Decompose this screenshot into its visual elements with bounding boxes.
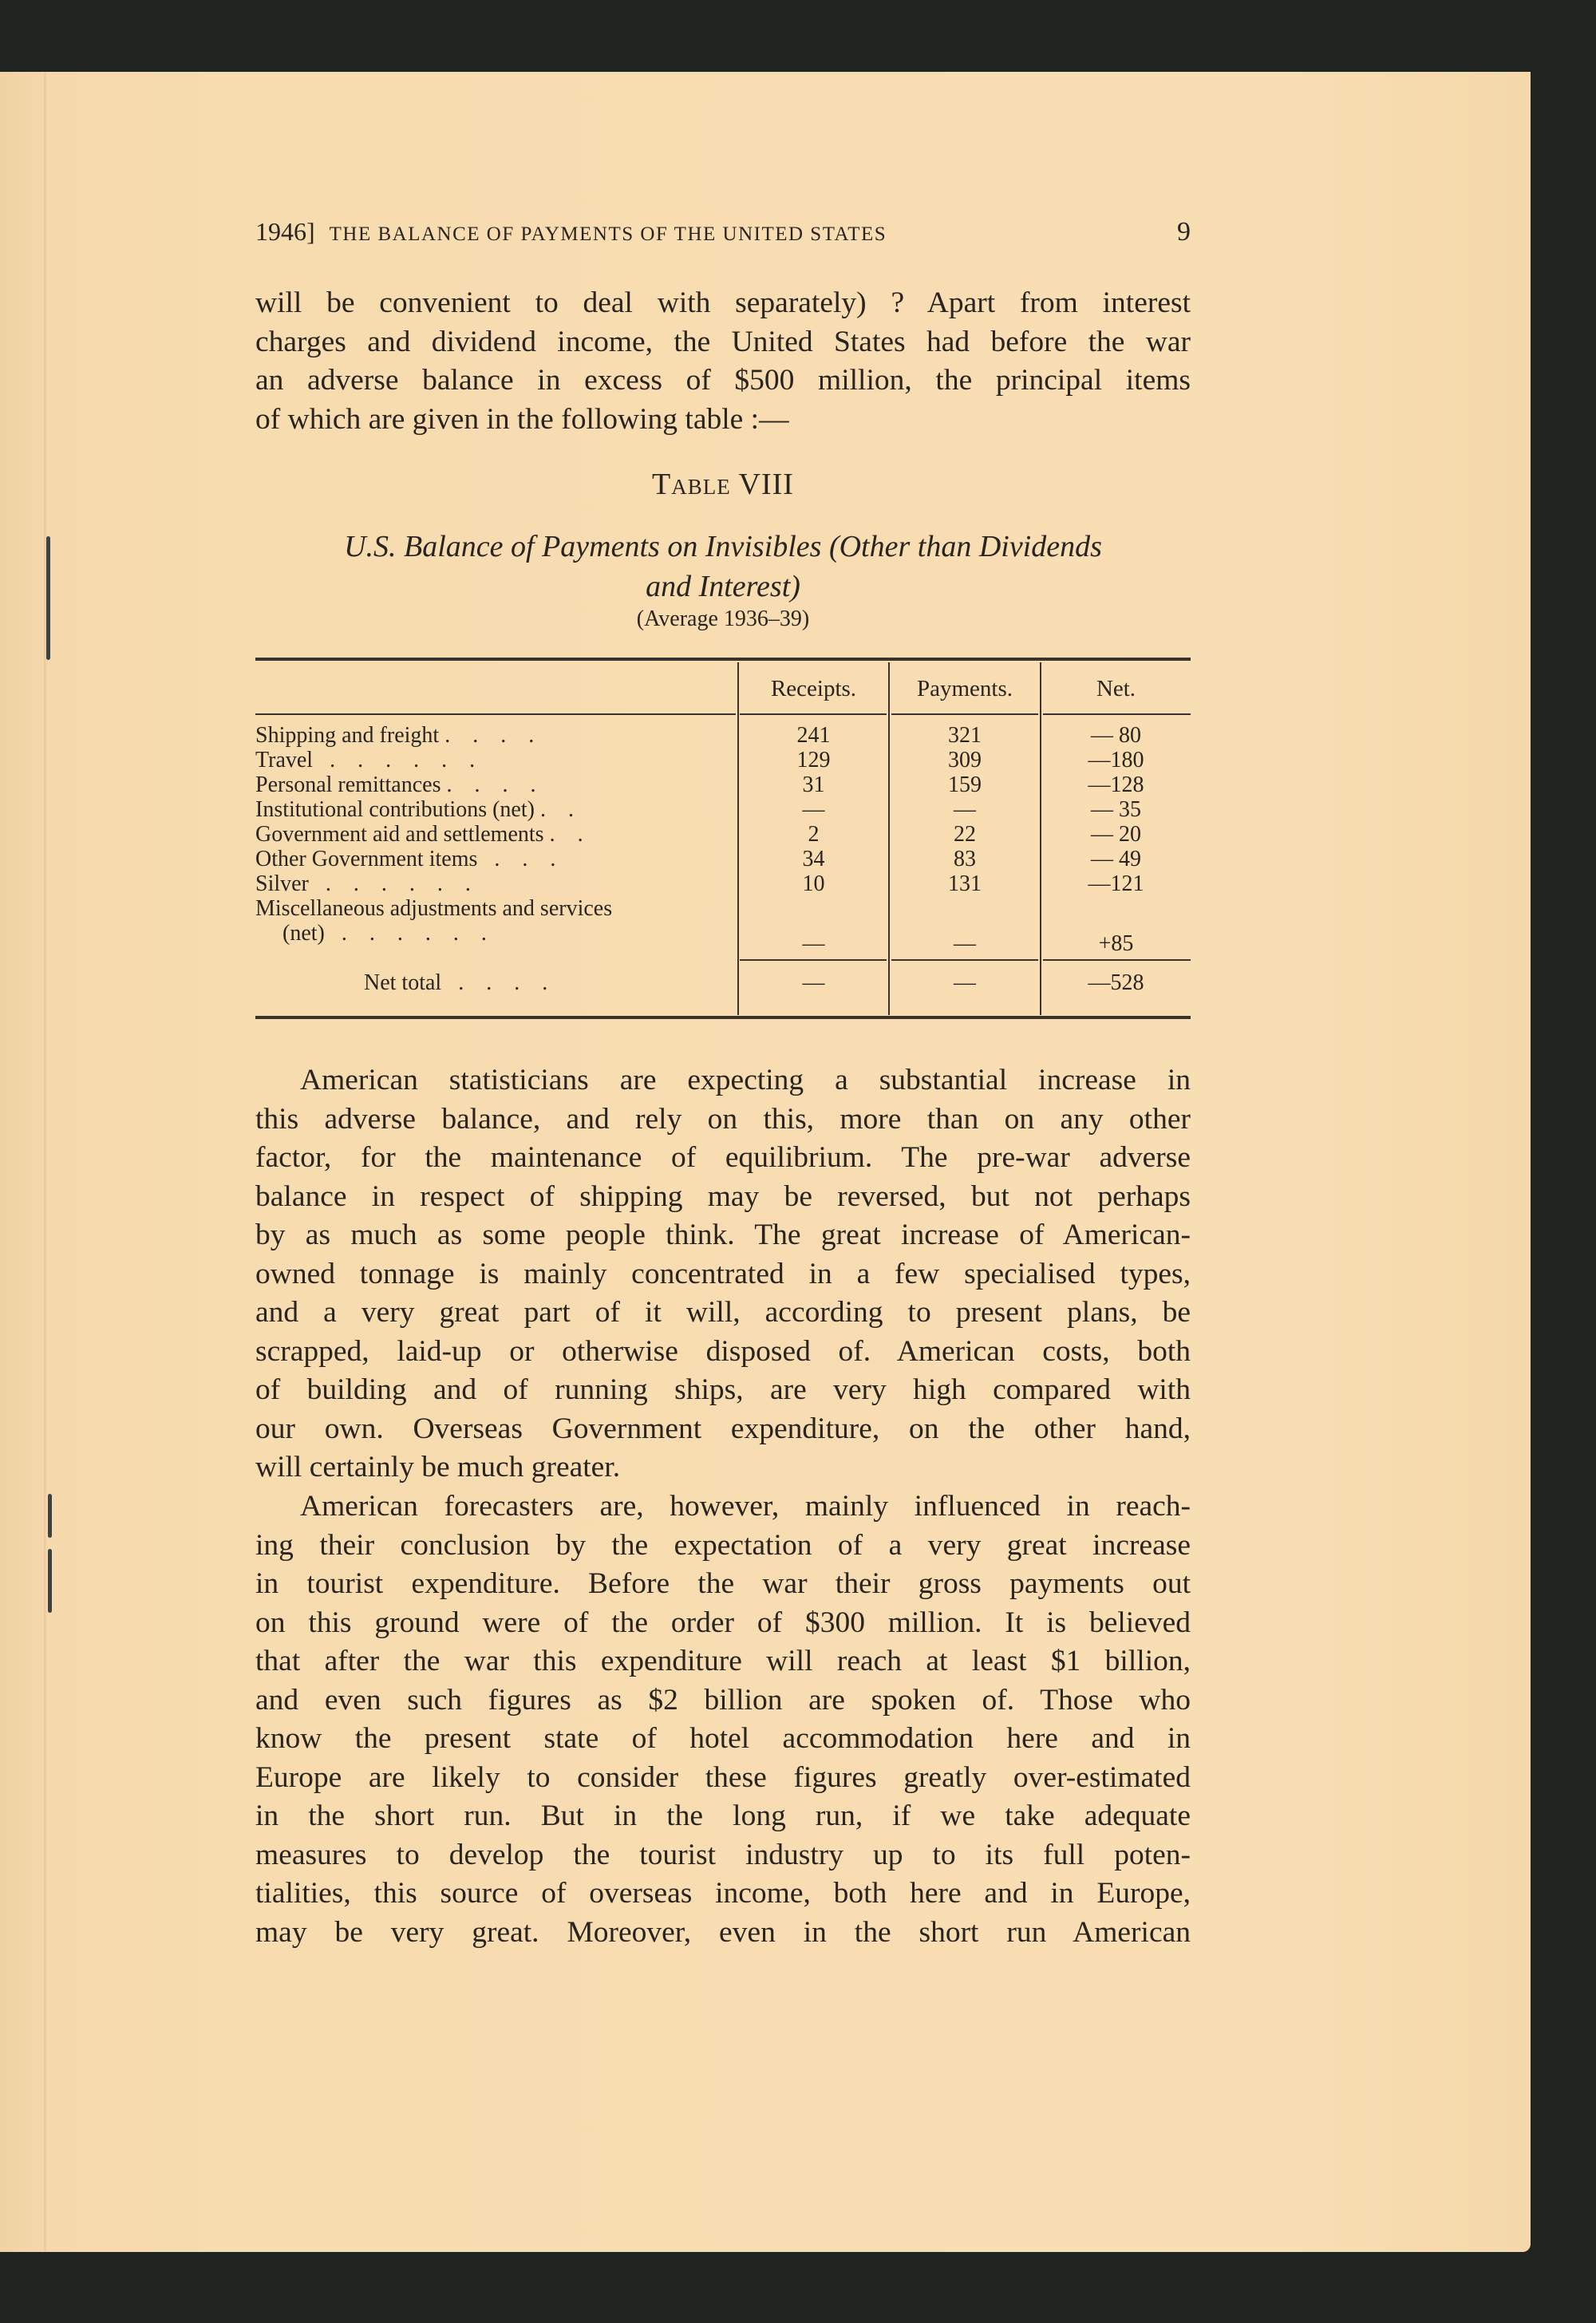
binding-stitch-top	[46, 536, 50, 660]
text-line-content: in the short run. But in the long run, if we take adequate	[255, 1800, 1191, 1832]
header-rule	[891, 713, 1038, 715]
table-cell-net: — 35	[1091, 797, 1141, 822]
table-cell-receipts: 10	[802, 871, 825, 896]
text-line-content: and a very great part of it will, according to present plans, be	[255, 1296, 1191, 1329]
table-cell-payments: 131	[948, 871, 982, 896]
text-line	[255, 1487, 1191, 1527]
text-line-content: may be very great. Moreover, even in the short run American	[255, 1915, 1191, 1949]
text-line	[255, 1642, 1191, 1681]
table-cell-net: — 20	[1091, 822, 1141, 847]
table-cell-net: +85	[1098, 931, 1134, 956]
text-line-content: scrapped, laid-up or otherwise disposed of. American costs, both	[255, 1334, 1191, 1368]
leader-dots: . . .	[477, 847, 556, 871]
binding-stitch-lower	[48, 1549, 52, 1613]
text-line	[255, 1333, 1191, 1372]
text-line	[255, 1604, 1191, 1643]
total-label-text: Net total	[364, 970, 442, 995]
text-line-content: American statisticians are expecting a substantial increase in	[300, 1064, 1191, 1096]
text-line-content: our own. Overseas Government expenditure, on the other hand,	[255, 1412, 1191, 1445]
table-cell-net: —180	[1088, 748, 1144, 772]
text-line	[255, 1836, 1191, 1875]
total-cell-payments: —	[954, 970, 976, 995]
total-row-label	[255, 970, 726, 995]
table-cell-receipts: —	[802, 931, 825, 956]
table-cell-payments: 321	[948, 723, 982, 748]
intro-paragraph	[255, 284, 1191, 439]
text-line	[255, 1759, 1191, 1798]
leader-dots: . . . .	[440, 772, 536, 797]
text-line	[255, 1797, 1191, 1836]
table-top-rule	[255, 658, 1191, 661]
table-cell-payments: —	[954, 931, 976, 956]
text-line-content: factor, for the maintenance of equilibrium. The pre-war adverse	[255, 1141, 1191, 1174]
row-label-text: Travel	[255, 748, 314, 772]
table-cell-receipts: —	[802, 797, 825, 822]
text-line-content: balance in respect of shipping may be reversed, but not perhaps	[255, 1179, 1191, 1213]
row-label-text: Other Government items	[255, 847, 478, 871]
table-row-label	[255, 896, 726, 946]
table-cell-receipts: 241	[796, 723, 831, 748]
text-line-content: will certainly be much greater.	[255, 1451, 621, 1483]
column-header-payments: Payments.	[916, 676, 1013, 701]
text-line-content: ing their conclusion by the expectation of a very great increase	[255, 1528, 1191, 1562]
table-label: Table VIII	[652, 468, 794, 501]
table-bottom-rule	[255, 1016, 1191, 1019]
running-title: THE BALANCE OF PAYMENTS OF THE UNITED STATES	[329, 223, 887, 245]
leader-dots: . . . .	[441, 970, 548, 995]
text-line	[255, 1139, 1191, 1178]
table-row-label	[255, 822, 726, 847]
header-year: 1946]	[255, 217, 315, 246]
table-cell-receipts: 2	[808, 822, 820, 847]
text-line	[255, 1527, 1191, 1566]
text-line-content: measures to develop the tourist industry up to its full poten-	[255, 1838, 1191, 1871]
row-label-continuation: (net)	[282, 921, 325, 946]
table-row-label	[255, 797, 726, 822]
text-line	[255, 1294, 1191, 1333]
body-paragraph	[255, 1061, 1191, 1487]
table-period: (Average 1936–39)	[636, 606, 810, 631]
table-row-label	[255, 871, 726, 896]
page-number: 9	[1177, 217, 1191, 247]
text-line-content: Europe are likely to consider these figures greatly over-estimated	[255, 1760, 1191, 1794]
total-cell-receipts: —	[802, 970, 825, 995]
total-rule	[891, 959, 1038, 961]
text-line-content: on this ground were of the order of $300 million. It is believed	[255, 1606, 1191, 1639]
text-line: an adverse balance in excess of $500 million, the principal items	[255, 364, 1191, 397]
table-caption-line: U.S. Balance of Payments on Invisibles (Other than Dividends	[344, 530, 1102, 563]
leader-dots: . .	[543, 822, 583, 847]
text-line-content: tialities, this source of overseas income, both here and in Europe,	[255, 1877, 1191, 1910]
text-line	[255, 1720, 1191, 1759]
table-cell-receipts: 34	[802, 847, 825, 871]
total-rule	[740, 959, 887, 961]
table-cell-receipts: 129	[796, 748, 831, 772]
text-line-content: this adverse balance, and rely on this, more than on any other	[255, 1102, 1191, 1136]
row-label-text: Government aid and settlements	[255, 822, 544, 847]
text-line: of which are given in the following table :—	[255, 402, 789, 436]
text-line-content: and even such figures as $2 billion are spoken of. Those who	[255, 1683, 1191, 1717]
leader-dots: . .	[534, 797, 574, 822]
text-line	[255, 1565, 1191, 1604]
table-row-label	[255, 772, 726, 797]
table-cell-payments: 159	[948, 772, 982, 797]
table-cell-payments: 22	[954, 822, 976, 847]
text-line: charges and dividend income, the United States had before the war	[255, 325, 1191, 358]
row-label-text: Shipping and freight	[255, 723, 440, 748]
text-line	[255, 1371, 1191, 1410]
text-line	[255, 1255, 1191, 1294]
header-rule	[740, 713, 887, 715]
table-row-label	[255, 847, 726, 871]
text-line-content: American forecasters are, however, mainly influenced in reach-	[300, 1490, 1191, 1523]
table-caption-line: and Interest)	[646, 570, 800, 603]
table-cell-payments: 83	[954, 847, 976, 871]
text-line	[255, 1216, 1191, 1255]
leader-dots: . . . .	[439, 723, 535, 748]
text-line	[255, 1681, 1191, 1721]
table-cell-net: —121	[1088, 871, 1144, 896]
text-line	[255, 1410, 1191, 1449]
row-label-text: Institutional contributions (net)	[255, 797, 535, 822]
table-row-label	[255, 748, 726, 772]
header-rule	[255, 713, 736, 715]
text-line	[255, 1914, 1191, 1953]
body-paragraph	[255, 1487, 1191, 1952]
text-line-content: of building and of running ships, are very high compared with	[255, 1373, 1191, 1406]
table-cell-payments: 309	[948, 748, 982, 772]
text-line-content: owned tonnage is mainly concentrated in a few specialised types,	[255, 1257, 1191, 1290]
leader-dots: . . . . . .	[308, 871, 471, 896]
table-cell-net: — 80	[1091, 723, 1141, 748]
binding-stitch-middle	[48, 1494, 52, 1538]
row-label-text: Silver	[255, 871, 309, 896]
table-cell-receipts: 31	[802, 772, 825, 797]
table-cell-net: —128	[1088, 772, 1144, 797]
table-cell-net: — 49	[1091, 847, 1141, 871]
text-line	[255, 1100, 1191, 1140]
row-label-text: Personal remittances	[255, 772, 441, 797]
text-line	[255, 1061, 1191, 1100]
leader-dots: . . . . . .	[324, 921, 487, 946]
total-rule	[1043, 959, 1191, 961]
text-line-content: that after the war this expenditure will reach at least $1 billion,	[255, 1645, 1191, 1677]
header-rule	[1043, 713, 1191, 715]
table-caption	[255, 527, 1191, 606]
table-row-label	[255, 723, 726, 748]
text-line	[255, 1448, 1191, 1487]
leader-dots: . . . . . .	[313, 748, 476, 772]
running-header	[255, 217, 1191, 247]
column-header-net: Net.	[1096, 676, 1136, 701]
text-line	[255, 1875, 1191, 1914]
text-line-content: by as much as some people think. The great increase of American-	[255, 1219, 1191, 1251]
binding-fold	[44, 72, 46, 2252]
text-line-content: in tourist expenditure. Before the war their gross payments out	[255, 1567, 1191, 1600]
column-header-receipts: Receipts.	[770, 676, 857, 701]
total-cell-net: —528	[1088, 970, 1144, 995]
row-label-text: Miscellaneous adjustments and services	[255, 896, 613, 921]
text-line: will be convenient to deal with separately) ? Apart from interest	[255, 286, 1191, 319]
text-line	[255, 1178, 1191, 1217]
table-cell-payments: —	[954, 797, 976, 822]
text-line-content: know the present state of hotel accommodation here and in	[255, 1722, 1191, 1755]
